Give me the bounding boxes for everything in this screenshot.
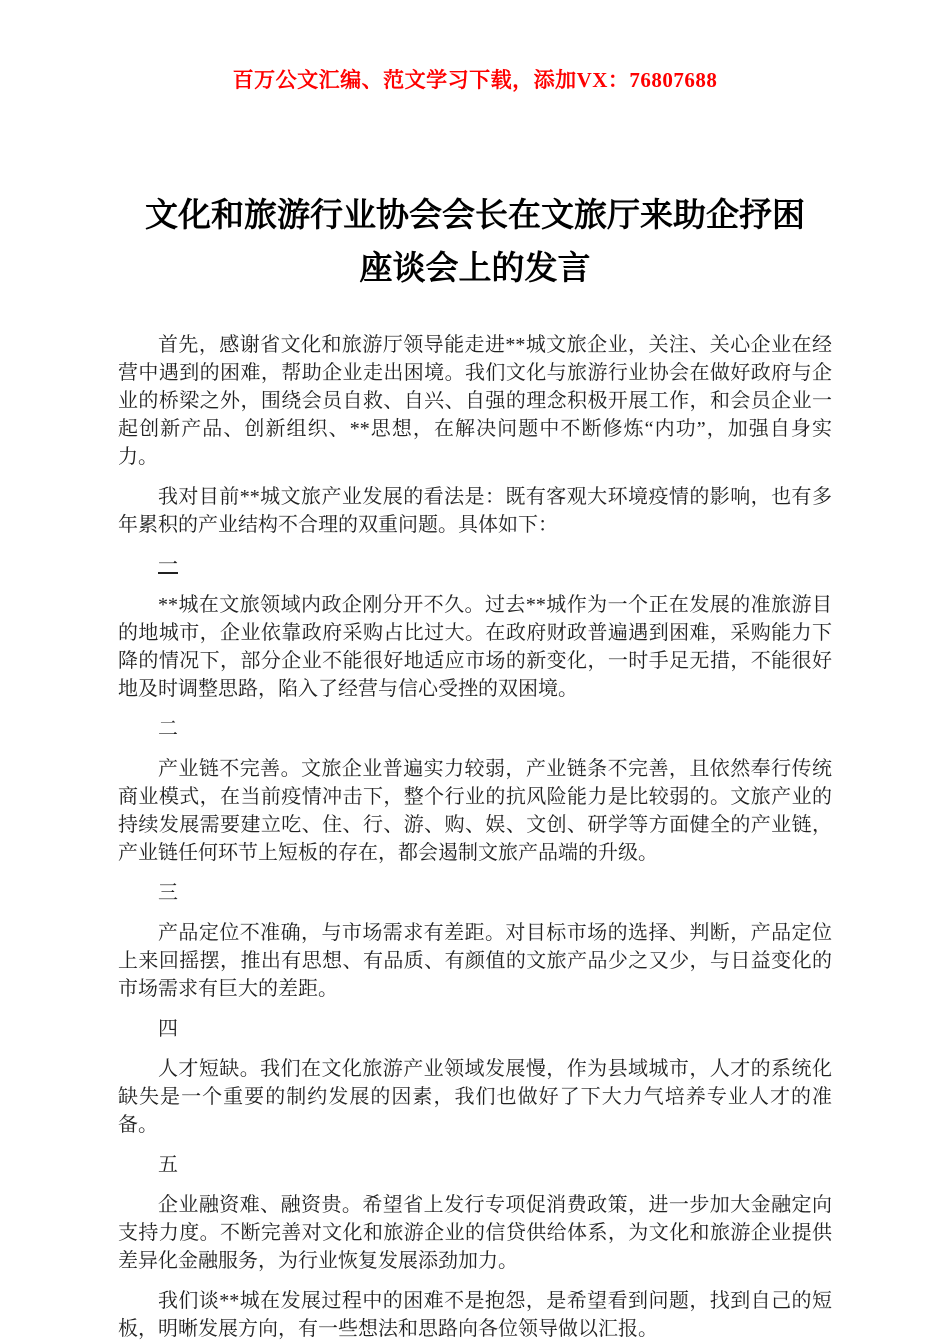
paragraph: 企业融资难、融资贵。希望省上发行专项促消费政策，进一步加大金融定向支持力度。不断完善对文化和旅游企业的信贷供给体系，为文化和旅游企业提供差异化金融服务，为行业恢复发展添劲加力。 [118, 1193, 832, 1272]
promo-banner-text: 百万公文汇编、范文学习下载，添加VX：76807688 [232, 68, 718, 92]
section-heading-2: 二 [158, 717, 178, 740]
document-body [118, 331, 832, 1343]
document-title-line-1: 文化和旅游行业协会会长在文旅厅来助企抒困 [145, 198, 805, 234]
paragraph: **城在文旅领域内政企刚分开不久。过去**城作为一个正在发展的准旅游目的地城市，企业依靠政府采购占比过大。在政府财政普遍遇到困难，采购能力下降的情况下，部分企业不能很好地适应市场的新变化，一时手足无措，不能很好地及时调整思路，陷入了经营与信心受挫的双困境。 [118, 593, 832, 700]
paragraph: 我们谈**城在发展过程中的困难不是抱怨，是希望看到问题，找到自己的短板，明晰发展方向，有一些想法和思路向各位领导做以汇报。 [118, 1289, 832, 1340]
paragraph: 产品定位不准确，与市场需求有差距。对目标市场的选择、判断，产品定位上来回摇摆，推出有思想、有品质、有颜值的文旅产品少之又少，与日益变化的市场需求有巨大的差距。 [118, 921, 832, 1000]
section-heading-1: 一 [158, 553, 178, 576]
paragraph: 首先，感谢省文化和旅游厅领导能走进**城文旅企业，关注、关心企业在经营中遇到的困难，帮助企业走出困境。我们文化与旅游行业协会在做好政府与企业的桥梁之外，围绕会员自救、自兴、自强的理念积极开展工作，和会员企业一起创新产品、创新组织、**思想，在解决问题中不断修炼“内功”，加强自身实力。 [118, 333, 832, 468]
document-title [110, 190, 840, 297]
paragraph: 我对目前**城文旅产业发展的看法是：既有客观大环境疫情的影响，也有多年累积的产业结构不合理的双重问题。具体如下： [118, 485, 832, 536]
paragraph: 产业链不完善。文旅企业普遍实力较弱，产业链条不完善，且依然奉行传统商业模式，在当前疫情冲击下，整个行业的抗风险能力是比较弱的。文旅产业的持续发展需要建立吃、住、行、游、购、娱、文创、研学等方面健全的产业链，产业链任何环节上短板的存在，都会遏制文旅产品端的升级。 [118, 757, 832, 864]
section-heading-3: 三 [158, 881, 178, 904]
document-title-line-2: 座谈会上的发言 [359, 251, 591, 288]
section-heading-5: 五 [158, 1153, 178, 1176]
section-heading-4: 四 [158, 1017, 178, 1040]
paragraph: 人才短缺。我们在文化旅游产业领域发展慢，作为县域城市，人才的系统化缺失是一个重要的制约发展的因素，我们也做好了下大力气培养专业人才的准备。 [118, 1057, 832, 1136]
